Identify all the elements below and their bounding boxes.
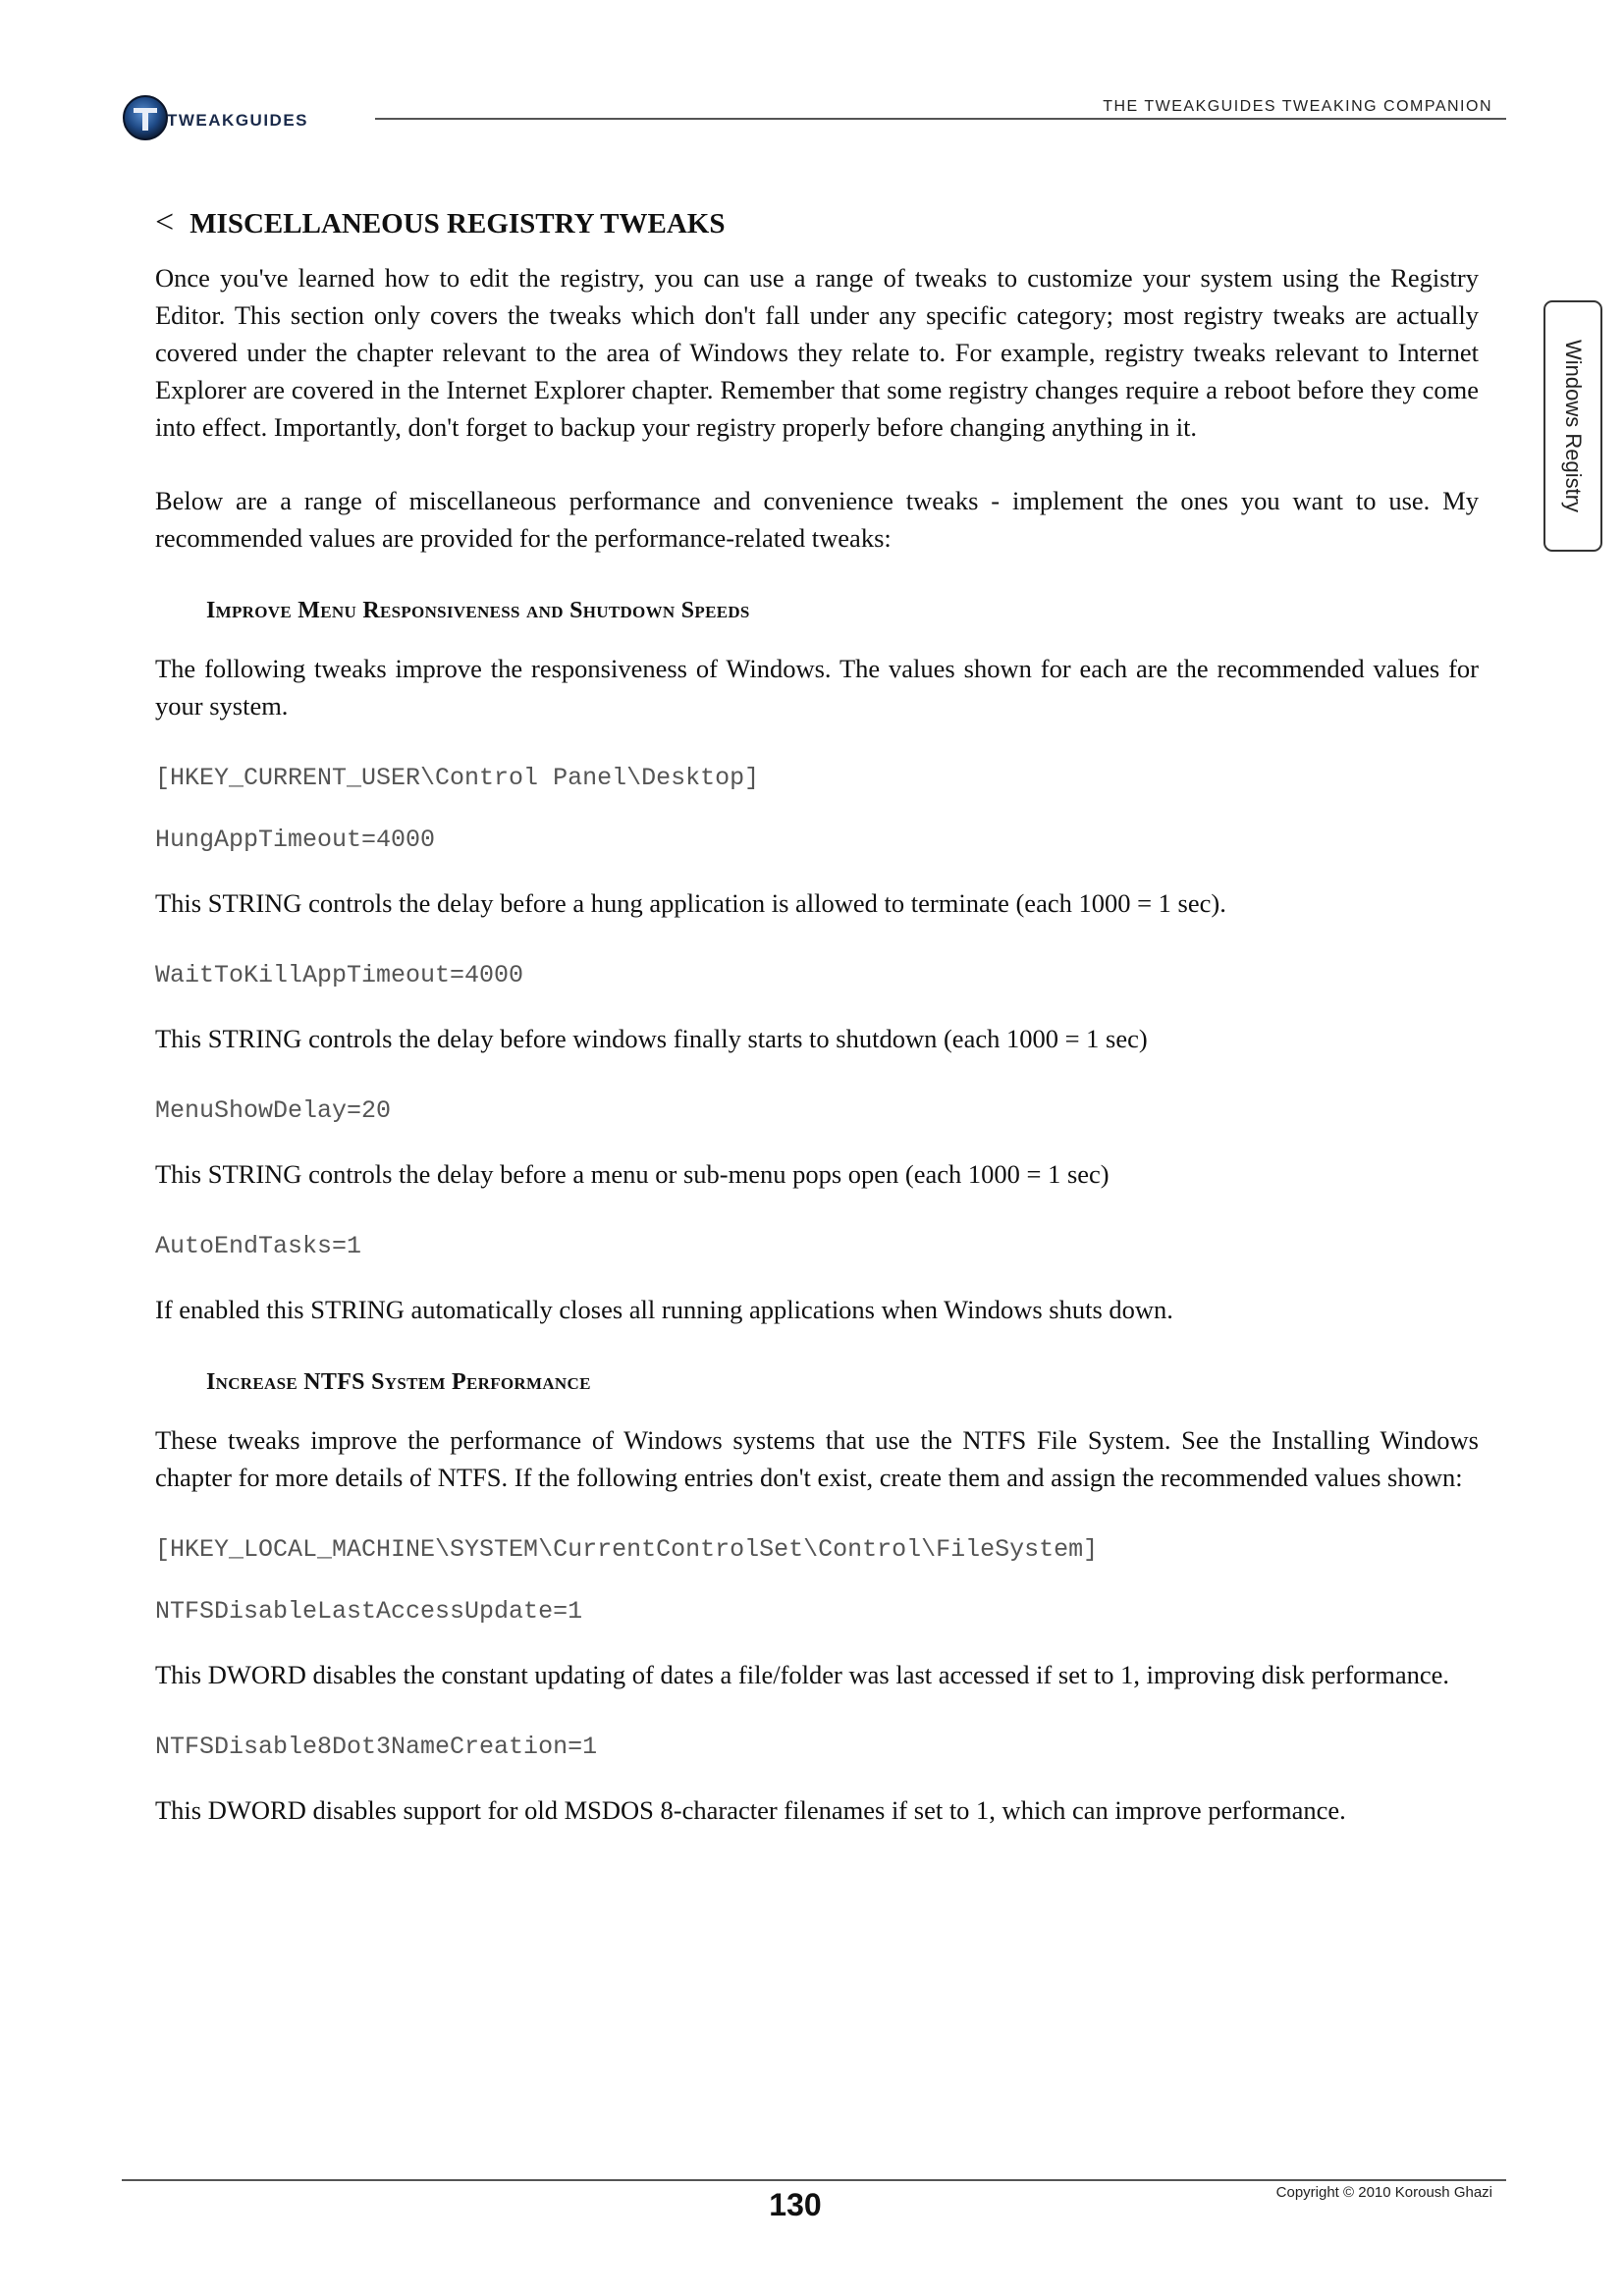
chapter-side-tab <box>1543 300 1602 552</box>
registry-value-description: This STRING controls the delay before windows finally starts to shutdown (each 1000 = 1 sec) <box>155 1024 1148 1053</box>
registry-value-code: AutoEndTasks=1 <box>155 1232 362 1260</box>
registry-value-code: WaitToKillAppTimeout=4000 <box>155 961 524 989</box>
page-content <box>155 204 1479 1829</box>
registry-value-code: MenuShowDelay=20 <box>155 1096 392 1125</box>
logo-wordmark: TWEAKGUIDES <box>167 111 308 130</box>
chevron-left-icon: < <box>155 204 175 240</box>
page-number: 130 <box>769 2187 822 2222</box>
subsection-intro: The following tweaks improve the responsiveness of Windows. The values shown for each are the recommended values for your system. <box>155 654 1479 721</box>
section-title <box>155 204 1479 243</box>
registry-value-description: If enabled this STRING automatically closes all running applications when Windows shuts down. <box>155 1295 1173 1324</box>
registry-value-code: NTFSDisable8Dot3NameCreation=1 <box>155 1733 598 1761</box>
registry-value-code: HungAppTimeout=4000 <box>155 826 436 854</box>
header-rule <box>375 118 1506 120</box>
running-title: THE TWEAKGUIDES TWEAKING COMPANION <box>1103 98 1492 115</box>
footer-rule <box>122 2179 1506 2181</box>
registry-key-path: [HKEY_LOCAL_MACHINE\SYSTEM\CurrentControlSet\Control\FileSystem] <box>155 1535 1099 1564</box>
registry-value-description: This DWORD disables support for old MSDOS 8-character filenames if set to 1, which can improve performance. <box>155 1795 1346 1825</box>
tweakguides-logo-graphic <box>122 93 357 144</box>
subsection-heading-menu-responsiveness: Improve Menu Responsiveness and Shutdown Speeds <box>206 598 750 623</box>
subsection-heading-ntfs-performance: Increase NTFS System Performance <box>206 1369 591 1395</box>
registry-value-description: This STRING controls the delay before a hung application is allowed to terminate (each 1000 = 1 sec). <box>155 888 1226 918</box>
section-title-text: MISCELLANEOUS REGISTRY TWEAKS <box>189 208 726 240</box>
registry-value-description: This STRING controls the delay before a menu or sub-menu pops open (each 1000 = 1 sec) <box>155 1159 1110 1189</box>
registry-value-code: NTFSDisableLastAccessUpdate=1 <box>155 1597 583 1626</box>
tweakguides-logo <box>122 93 357 144</box>
registry-key-path: [HKEY_CURRENT_USER\Control Panel\Desktop] <box>155 764 760 792</box>
intro-paragraph-2: Below are a range of miscellaneous performance and convenience tweaks - implement the ones you want to use. My recommended values are provided for the performance-related tweaks: <box>155 486 1479 553</box>
subsection-intro: These tweaks improve the performance of Windows systems that use the NTFS File System. See the Installing Windows chapter for more details of NTFS. If the following entries don't exist, create them and assign the recommended values shown: <box>155 1425 1479 1492</box>
registry-value-description: This DWORD disables the constant updating of dates a file/folder was last accessed if set to 1, improving disk performance. <box>155 1660 1450 1689</box>
copyright-notice: Copyright © 2010 Koroush Ghazi <box>1275 2184 1492 2201</box>
intro-paragraph-1: Once you've learned how to edit the registry, you can use a range of tweaks to customize your system using the Registry Editor. This section only covers the tweaks which don't fall under any specific category; most registry tweaks are actually covered under the chapter relevant to the area of Windows they relate to. For example, registry tweaks relevant to Internet Explorer are covered in the Internet Explorer chapter. Remember that some registry changes require a reboot before they come into effect. Importantly, don't forget to backup your registry properly before changing anything in it. <box>155 263 1479 442</box>
chapter-side-tab-label: Windows Registry <box>1561 339 1586 513</box>
